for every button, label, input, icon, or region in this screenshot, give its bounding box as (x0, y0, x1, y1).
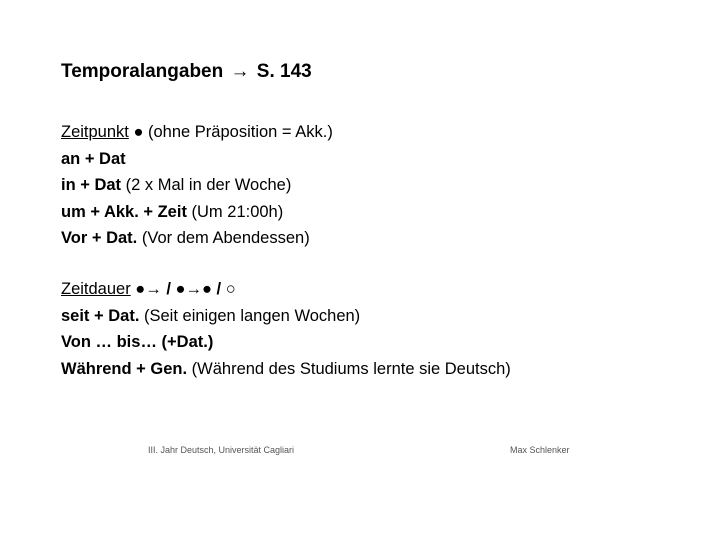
title-text: Temporalangaben (61, 61, 224, 82)
line-bold: seit + Dat. (61, 306, 140, 325)
line-rest: (Seit einigen langen Wochen) (139, 306, 361, 325)
zeitdauer-line (61, 329, 511, 356)
line-rest: (Um 21:00h) (186, 202, 284, 221)
line-rest: (Vor dem Abendessen) (137, 229, 310, 247)
line-bold: um + Akk. + Zeit (61, 202, 187, 221)
line-bold: Vor + Dat. (61, 229, 138, 247)
line-bold: an + Dat (61, 149, 126, 168)
zeitpunkt-heading-note: ● (ohne Präposition = Akk.) (128, 123, 333, 141)
line-rest: (2 x Mal in der Woche) (121, 176, 292, 194)
zeitdauer-heading: Zeitdauer (61, 280, 131, 298)
zeitpunkt-section (61, 119, 333, 252)
zeitdauer-line (61, 303, 511, 330)
zeitpunkt-heading: Zeitpunkt (61, 123, 129, 141)
zeitpunkt-heading-line (61, 119, 333, 146)
line-rest: (Während des Studiums lernte sie Deutsch) (187, 359, 511, 378)
zeitdauer-heading-line (61, 276, 511, 303)
zeitpunkt-line (61, 199, 333, 226)
zeitdauer-section (61, 276, 511, 382)
zeitpunkt-line (61, 172, 333, 199)
footer-author: Max Schlenker (510, 445, 570, 455)
line-bold: Während + Gen. (61, 359, 188, 378)
zeitpunkt-line (61, 146, 333, 173)
line-bold: Von … bis… (+Dat.) (61, 333, 214, 351)
footer-course: III. Jahr Deutsch, Universität Cagliari (148, 445, 295, 455)
line-bold: in + Dat (61, 176, 122, 194)
zeitpunkt-line (61, 225, 333, 252)
right-arrow-icon: → (230, 61, 250, 82)
zeitdauer-line (61, 356, 511, 383)
slide-title (61, 61, 312, 83)
zeitdauer-heading-symbols: ●→ / ●→● / ○ (130, 280, 236, 298)
title-page-ref: S. 143 (256, 61, 312, 82)
